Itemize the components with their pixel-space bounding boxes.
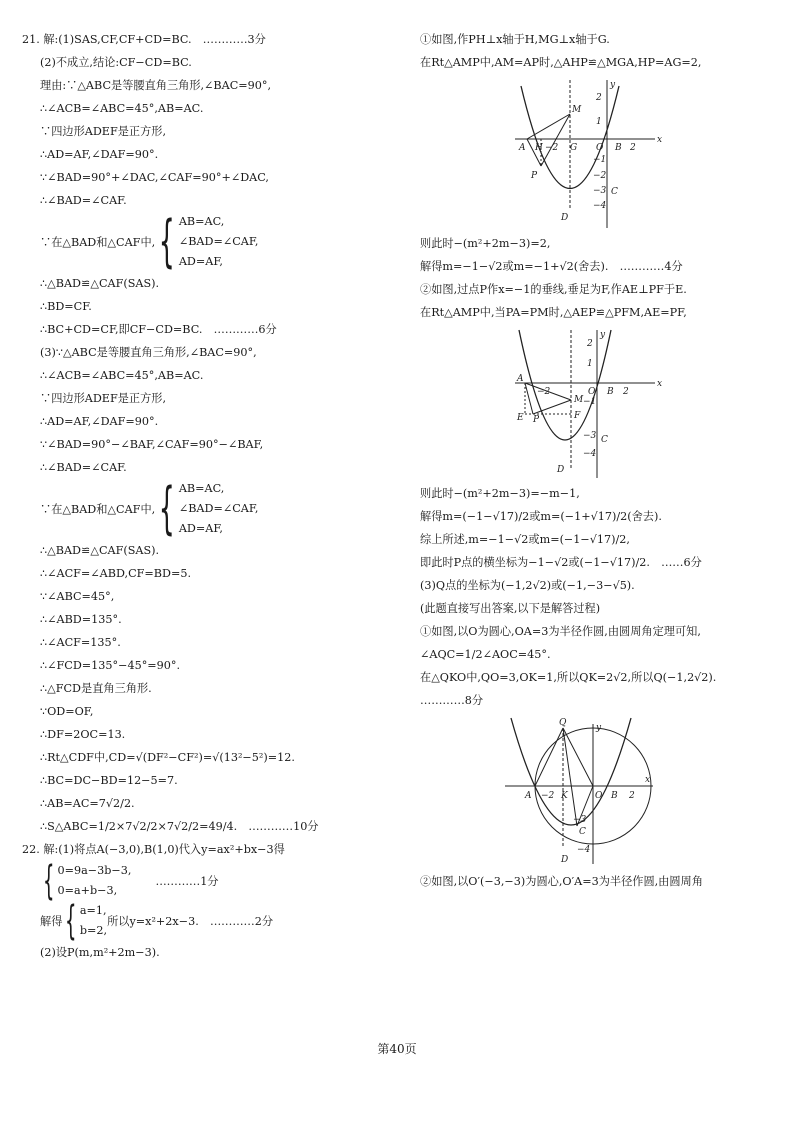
tick-label: −3 — [583, 431, 597, 441]
parabola-figure-1 — [515, 78, 665, 228]
system-rows — [80, 901, 107, 941]
tick-label: −3 — [593, 186, 607, 196]
tick-label: −2 — [545, 143, 559, 153]
score-mark: …………1分 — [155, 874, 219, 888]
left-brace-icon: { — [65, 898, 77, 944]
system-row: AB=AC, — [178, 482, 225, 495]
system-row: b=2, — [79, 924, 108, 937]
point-m-label: M — [572, 105, 582, 115]
solution-line: 解得m=−1−√2或m=−1+√2(舍去). …………4分 — [420, 260, 683, 273]
tick-label: −2 — [541, 791, 555, 801]
congruence-system-2 — [22, 476, 394, 541]
system-row: ∠BAD=∠CAF, — [178, 235, 259, 248]
solution-line: 在Rt△AMP中,当PA=PM时,△AEP≌△PFM,AE=PF, — [420, 306, 687, 319]
y-axis-label: y — [600, 330, 606, 340]
congruence-system-1 — [22, 209, 394, 274]
point-g-label: G — [570, 143, 578, 153]
tick-label: 1 — [596, 117, 602, 127]
system-row: AD=AF, — [178, 522, 223, 535]
point-k-label: K — [561, 791, 568, 801]
tick-label: 2 — [630, 143, 636, 153]
q21-part3-head: (3)∵△ABC是等腰直角三角形,∠BAC=90°, — [40, 346, 257, 359]
proof-line: ∵∠ABC=45°, — [40, 590, 115, 603]
solution-line: ①如图,以O为圆心,OA=3为半径作圆,由圆周角定理可知, — [420, 625, 701, 638]
solution-line: 则此时−(m²+2m−3)=−m−1, — [420, 487, 580, 500]
proof-line: ∴∠ACF=135°. — [40, 636, 121, 649]
tick-label: −4 — [583, 449, 597, 459]
solution-line: (此题直接写出答案,以下是解答过程) — [420, 602, 601, 615]
system-suffix: 所以y=x²+2x−3. …………2分 — [107, 914, 274, 928]
q22-part1: 22. 解:(1)将点A(−3,0),B(1,0)代入y=ax²+bx−3得 — [22, 843, 285, 856]
point-e-label: E — [517, 413, 524, 423]
left-brace-icon: { — [158, 476, 176, 541]
point-c-label: C — [611, 187, 618, 197]
q21-part1: 21. 解:(1)SAS,CF,CF+CD=BC. …………3分 — [22, 33, 266, 46]
proof-line: ∴Rt△CDF中,CD=√(DF²−CF²)=√(13²−5²)=12. — [40, 751, 295, 764]
point-c-label: C — [579, 827, 586, 837]
proof-line: ∵四边形ADEF是正方形, — [40, 125, 167, 138]
solution-line: 在Rt△AMP中,AM=AP时,△AHP≌△MGA,HP=AG=2, — [420, 56, 702, 69]
proof-line: ∴S△ABC=1/2×7√2/2×7√2/2=49/4. …………10分 — [40, 820, 319, 833]
solution-line: 即此时P点的横坐标为−1−√2或(−1−√17)/2. ……6分 — [420, 556, 702, 569]
proof-line: ∴∠FCD=135°−45°=90°. — [40, 659, 181, 672]
point-d-label: D — [561, 855, 569, 865]
proof-line: ∴∠BAD=∠CAF. — [40, 194, 127, 207]
segment-qc — [563, 728, 577, 826]
segment-pm — [541, 114, 570, 166]
tick-label: −3 — [573, 815, 587, 825]
system-row: 0=9a−3b−3, — [57, 864, 132, 877]
proof-line: ∵四边形ADEF是正方形, — [40, 392, 167, 405]
system-rows — [179, 479, 259, 539]
segment-aq — [535, 728, 563, 786]
point-p-label: P — [531, 171, 538, 181]
system-row: AD=AF, — [178, 255, 223, 268]
tick-label: −1 — [583, 397, 597, 407]
tick-label: 2 — [623, 387, 629, 397]
origin-label: O — [595, 791, 603, 801]
point-b-label: B — [611, 791, 618, 801]
system-row: 0=a+b−3, — [57, 884, 118, 897]
solution-line: ∠AQC=1/2∠AOC=45°. — [420, 648, 551, 661]
q21-part2-head: (2)不成立,结论:CF−CD=BC. — [40, 56, 192, 69]
point-a-label: A — [517, 374, 524, 384]
tick-label: 2 — [587, 339, 593, 349]
tick-label: −4 — [577, 845, 591, 855]
solution-line: 综上所述,m=−1−√2或m=(−1−√17)/2, — [420, 533, 630, 546]
page-number: 第40页 — [377, 1042, 417, 1056]
proof-line: ∵OD=OF, — [40, 705, 94, 718]
proof-line: ∵∠BAD=90°+∠DAC,∠CAF=90°+∠DAC, — [40, 171, 269, 184]
point-q-label: Q — [559, 718, 567, 728]
proof-line: ∴BC+CD=CF,即CF−CD=BC. …………6分 — [40, 323, 277, 336]
x-axis-label: x — [645, 775, 651, 785]
y-axis-label: y — [596, 723, 602, 733]
y-axis-label: y — [610, 80, 616, 90]
point-a-label: A — [519, 143, 526, 153]
proof-line: ∴BD=CF. — [40, 300, 92, 313]
left-brace-icon: { — [158, 209, 176, 274]
proof-line: ∴AD=AF,∠DAF=90°. — [40, 415, 159, 428]
equation-system-2 — [22, 898, 394, 944]
point-p-label: P — [533, 415, 540, 425]
point-m-label: M — [574, 395, 584, 405]
proof-line: ∴△BAD≌△CAF(SAS). — [40, 544, 160, 557]
parabola-curve — [511, 718, 631, 825]
system-rows — [179, 212, 259, 272]
proof-line: 理由:∵△ABC是等腰直角三角形,∠BAC=90°, — [40, 79, 272, 92]
tick-label: 2 — [629, 791, 635, 801]
system-rows — [57, 861, 131, 901]
point-a-label: A — [525, 791, 532, 801]
x-axis-label: x — [657, 379, 663, 389]
proof-line: ∴△BAD≌△CAF(SAS). — [40, 277, 160, 290]
origin-label: O — [588, 387, 596, 397]
proof-line: ∴△FCD是直角三角形. — [40, 682, 152, 695]
point-h-label: H — [535, 143, 543, 153]
point-f-label: F — [574, 411, 581, 421]
system-row: ∠BAD=∠CAF, — [178, 502, 259, 515]
proof-line: ∴∠BAD=∠CAF. — [40, 461, 127, 474]
proof-line: ∴AB=AC=7√2/2. — [40, 797, 135, 810]
circle-figure — [505, 716, 655, 866]
segment-pm — [533, 400, 571, 414]
proof-line: ∴∠ACF=∠ABD,CF=BD=5. — [40, 567, 192, 580]
left-column — [22, 28, 394, 964]
point-d-label: D — [561, 213, 569, 223]
parabola-figure-2 — [515, 328, 665, 478]
solution-line: ②如图,过点P作x=−1的垂线,垂足为F,作AE⊥PF于E. — [420, 283, 687, 296]
proof-line: ∵∠BAD=90°−∠BAF,∠CAF=90°−∠BAF, — [40, 438, 264, 451]
left-brace-icon: { — [42, 858, 55, 904]
system-row: AB=AC, — [178, 215, 225, 228]
point-b-label: B — [615, 143, 622, 153]
proof-line: ∴∠ACB=∠ABC=45°,AB=AC. — [40, 369, 204, 382]
origin-label: O — [596, 143, 604, 153]
proof-line: ∴∠ABD=135°. — [40, 613, 122, 626]
tick-label: −2 — [537, 387, 551, 397]
equation-system-1 — [22, 858, 394, 904]
tick-label: −4 — [593, 201, 607, 211]
tick-label: −2 — [593, 171, 607, 181]
tick-label: 1 — [587, 359, 593, 369]
solution-line: ②如图,以O′(−3,−3)为圆心,O′A=3为半径作圆,由圆周角 — [420, 875, 703, 888]
proof-line: ∴DF=2OC=13. — [40, 728, 126, 741]
solution-line: (3)Q点的坐标为(−1,2√2)或(−1,−3−√5). — [420, 579, 635, 592]
point-c-label: C — [601, 435, 608, 445]
solution-line: 在△QKO中,QO=3,OK=1,所以QK=2√2,所以Q(−1,2√2). — [420, 671, 717, 684]
point-b-label: B — [607, 387, 614, 397]
solution-line: ①如图,作PH⊥x轴于H,MG⊥x轴于G. — [420, 33, 610, 46]
system-row: a=1, — [79, 904, 107, 917]
system-prefix: ∵在△BAD和△CAF中, — [40, 235, 156, 249]
x-axis-label: x — [657, 135, 663, 145]
score-mark: …………8分 — [420, 694, 484, 707]
tick-label: 2 — [596, 93, 602, 103]
q22-part2-head: (2)设P(m,m²+2m−3). — [40, 946, 160, 959]
segment-ap — [525, 383, 533, 414]
solution-line: 解得m=(−1−√17)/2或m=(−1+√17)/2(舍去). — [420, 510, 662, 523]
proof-line: ∴∠ACB=∠ABC=45°,AB=AC. — [40, 102, 204, 115]
tick-label: −1 — [593, 155, 607, 165]
proof-line: ∴BC=DC−BD=12−5=7. — [40, 774, 178, 787]
right-column — [420, 28, 780, 893]
system-prefix: ∵在△BAD和△CAF中, — [40, 502, 156, 516]
solution-line: 则此时−(m²+2m−3)=2, — [420, 237, 551, 250]
proof-line: ∴AD=AF,∠DAF=90°. — [40, 148, 159, 161]
system-prefix: 解得 — [40, 914, 63, 928]
point-d-label: D — [557, 465, 565, 475]
